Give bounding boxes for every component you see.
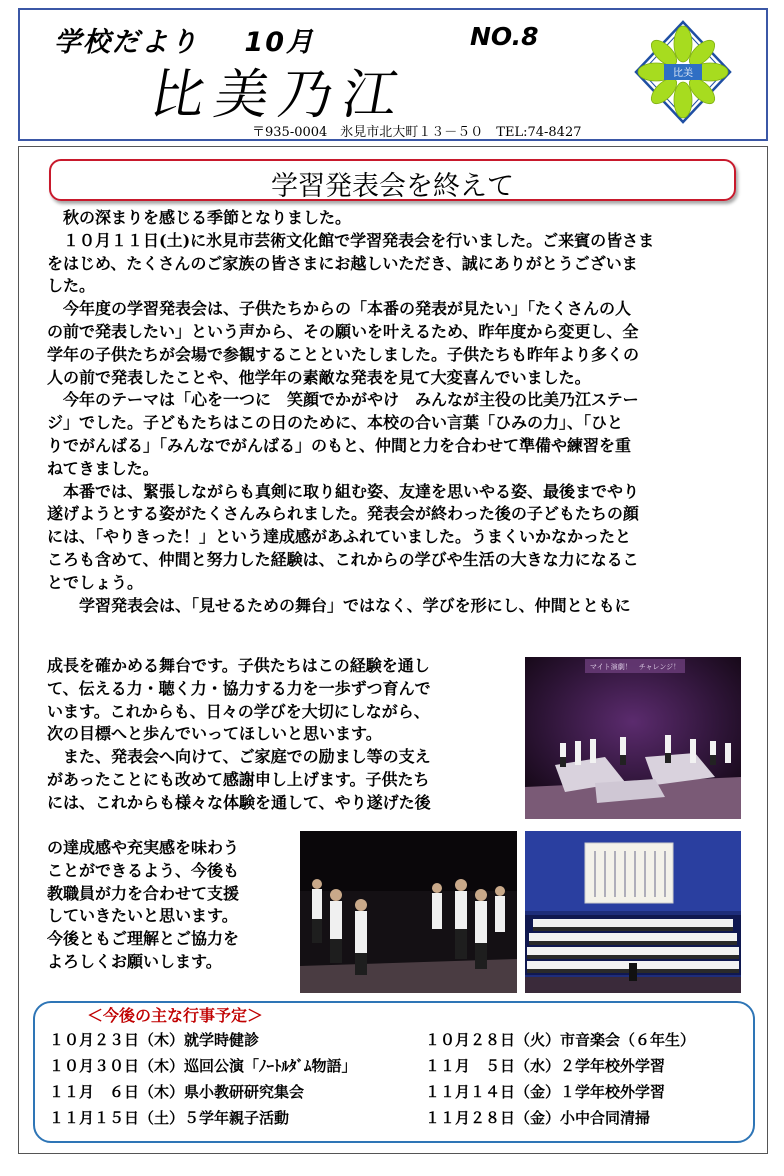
body-line: の前で発表したい」という声から、その願いを叶えるため、昨年度から変更し、全 [47, 321, 639, 341]
body-line: 人の前で発表したことや、他学年の素敵な発表を見て大変喜んでいました。 [47, 367, 591, 387]
event-item: １１月 ６日（木）県小教研研究集会 [49, 1083, 305, 1101]
body-line: 成長を確かめる舞台です。子供たちはこの経験を通し [47, 656, 430, 675]
event-item: １０月２８日（火）市音楽会（６年生） [425, 1031, 696, 1049]
newsletter-header [18, 8, 768, 141]
logo-text: 比美 [673, 68, 693, 79]
body-line: をはじめ、たくさんのご家族の皆さまにお越しいただき、誠にありがとうございま [47, 253, 638, 273]
events-title: ＜今後の主な行事予定＞ [87, 1006, 264, 1025]
body-line: 秋の深まりを感じる季節となりました。 [47, 208, 352, 227]
series-name: 学校だより [54, 27, 199, 58]
body-line: りでがんばる」「みんなでがんばる」のもと、仲間と力を合わせて準備や練習を重 [47, 435, 632, 455]
body-line: て、伝える力・聴く力・協力する力を一歩ずつ育んで [47, 678, 431, 698]
body-line: 今年度の学習発表会は、子供たちからの「本番の発表が見たい」「たくさんの人 [47, 299, 632, 319]
stage-banner-text: マイト演劇！ チャレンジ！ [589, 663, 681, 671]
article-body-mid [47, 655, 431, 815]
event-item: １１月２８日（金）小中合同清掃 [425, 1109, 651, 1127]
article-title: 学習発表会を終えて [271, 171, 514, 202]
event-item: １１月 ５日（水）２学年校外学習 [425, 1057, 666, 1075]
event-item: １１月１５日（土）５学年親子活動 [49, 1109, 290, 1127]
body-line: には、これからも様々な体験を通して、やり遂げた後 [47, 792, 431, 812]
body-line: 今後ともご理解とご協力を [47, 929, 240, 949]
event-item: １０月３０日（木）巡回公演「ﾉｰﾄﾙﾀﾞﾑ物語」 [49, 1057, 357, 1075]
body-line: ころも含めて、仲間と努力した経験は、これからの学びや生活の大きな力になるこ [47, 549, 639, 569]
article-body-full [47, 207, 654, 617]
body-line: 学年の子供たちが会場で参観することといたしました。子供たちも昨年より多くの [47, 344, 640, 364]
choir-photo-icon [525, 831, 741, 993]
body-line: 遂げようとする姿がたくさんみられました。発表会が終わった後の子どもたちの顔 [47, 504, 639, 524]
photo-choir [525, 831, 741, 993]
body-line: 学習発表会は、「見せるための舞台」ではなく、学びを形にし、仲間とともに [47, 595, 631, 615]
photo-stage-skit [300, 831, 517, 993]
body-line: よろしくお願いします。 [47, 951, 222, 971]
upcoming-events-box [33, 1001, 755, 1143]
event-item: １１月１４日（金）１学年校外学習 [425, 1083, 666, 1101]
body-line: とでしょう。 [47, 572, 144, 592]
issue-number: NO.8 [470, 22, 539, 51]
event-item: １０月２３日（木）就学時健診 [49, 1031, 260, 1049]
issue-month: 10月 [244, 27, 315, 58]
article-body-short [47, 837, 239, 974]
body-line: していきたいと思います。 [47, 906, 238, 926]
body-line: 次の目標へと歩んでいってほしいと思います。 [47, 724, 382, 744]
school-address: 〒935-0004 氷見市北大町１３－５０ TEL:74-8427 [252, 125, 582, 140]
photo-stage-performance [525, 657, 741, 819]
body-line: があったことにも改めて感謝申し上げます。子供たち [47, 769, 430, 789]
school-logo-icon [632, 20, 734, 124]
article-frame [18, 146, 768, 1154]
body-line: 今年のテーマは「心を一つに 笑顔でかがやけ みんなが主役の比美乃江ステー [47, 390, 639, 410]
newsletter-title: 比美乃江 [145, 63, 413, 126]
body-line: います。これからも、日々の学びを大切にしながら、 [47, 701, 430, 721]
body-line: には、「やりきった！」という達成感があふれていました。うまくいかなかったと [47, 527, 632, 547]
body-line: の達成感や充実感を味わう [47, 838, 240, 857]
body-line: 教職員が力を合わせて支援 [47, 883, 240, 903]
article-title-box [49, 159, 736, 201]
body-line: また、発表会へ向けて、ご家庭での励まし等の支え [47, 747, 431, 767]
body-line: 本番では、緊張しながらも真剣に取り組む姿、友達を思いやる姿、最後までやり [47, 481, 640, 501]
stage-performance-photo-icon [525, 657, 741, 819]
body-line: ジ」でした。子どもたちはこの日のために、本校の合い言葉「ひみの力」、「ひと [47, 413, 624, 433]
body-line: した。 [47, 276, 96, 296]
body-line: ねてきました。 [47, 458, 159, 478]
body-line: １０月１１日(土)に氷見市芸術文化館で学習発表会を行いました。ご来賓の皆さま [47, 230, 655, 250]
body-line: ことができるよう、今後も [47, 860, 240, 880]
stage-skit-photo-icon [300, 831, 517, 993]
